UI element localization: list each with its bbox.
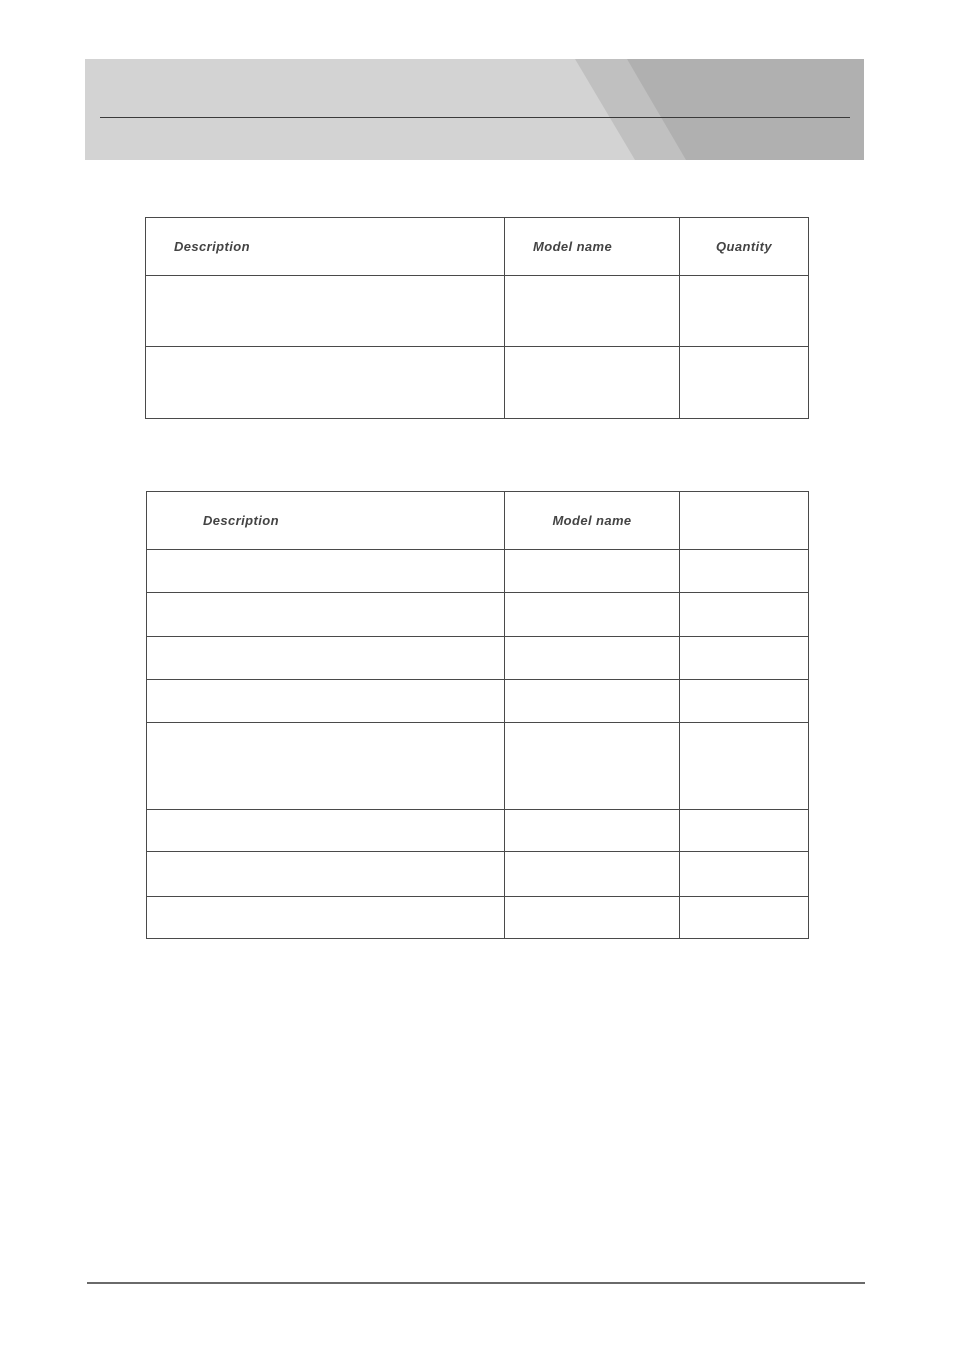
description-cell (147, 897, 505, 939)
table-row (147, 852, 809, 897)
description-cell (147, 852, 505, 897)
model-name-cell (505, 593, 680, 637)
header-banner (85, 59, 864, 160)
table-row (147, 680, 809, 723)
table-header-row (146, 218, 809, 276)
footer-rule (87, 1282, 865, 1284)
table-row (146, 276, 809, 347)
model-name-header: Model name (505, 218, 680, 276)
table-row (147, 810, 809, 852)
header-banner-graphic (85, 59, 864, 160)
quantity-cell (680, 276, 809, 347)
quantity-header (680, 492, 809, 550)
table-header-row (147, 492, 809, 550)
table-row (147, 897, 809, 939)
quantity-cell (680, 550, 809, 593)
quantity-cell (680, 593, 809, 637)
description-cell (147, 680, 505, 723)
quantity-cell (680, 723, 809, 810)
quantity-cell (680, 852, 809, 897)
header-rule (100, 117, 850, 118)
model-name-cell (505, 852, 680, 897)
model-name-cell (505, 897, 680, 939)
table-row (147, 550, 809, 593)
parts-table-2 (146, 491, 809, 939)
table-row (146, 347, 809, 419)
model-name-cell (505, 637, 680, 680)
table-row (147, 637, 809, 680)
quantity-header: Quantity (680, 218, 809, 276)
model-name-cell (505, 550, 680, 593)
quantity-cell (680, 680, 809, 723)
description-cell (147, 593, 505, 637)
model-name-header: Model name (505, 492, 680, 550)
description-cell (147, 723, 505, 810)
description-cell (147, 637, 505, 680)
quantity-cell (680, 810, 809, 852)
quantity-cell (680, 637, 809, 680)
parts-table-1 (145, 217, 809, 419)
table-row (147, 593, 809, 637)
model-name-cell (505, 680, 680, 723)
model-name-cell (505, 810, 680, 852)
table-row (147, 723, 809, 810)
model-name-cell (505, 347, 680, 419)
description-cell (146, 347, 505, 419)
description-header: Description (146, 218, 505, 276)
quantity-cell (680, 897, 809, 939)
description-cell (146, 276, 505, 347)
description-cell (147, 810, 505, 852)
description-header: Description (147, 492, 505, 550)
model-name-cell (505, 723, 680, 810)
quantity-cell (680, 347, 809, 419)
model-name-cell (505, 276, 680, 347)
description-cell (147, 550, 505, 593)
